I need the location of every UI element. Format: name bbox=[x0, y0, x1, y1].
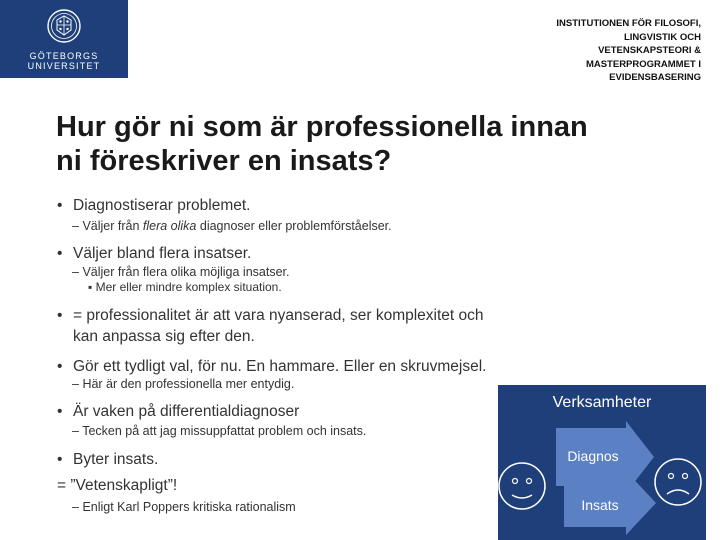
sub-bullet-tecken bbox=[72, 424, 366, 438]
bullet-text: Diagnostiserar problemet. bbox=[73, 197, 251, 214]
crest-icon bbox=[0, 0, 128, 50]
institution-line: INSTITUTIONEN FÖR FILOSOFI, bbox=[556, 18, 701, 29]
bullet-marker: • bbox=[57, 245, 63, 262]
bullet-text: Väljer bland flera insatser. bbox=[73, 245, 252, 262]
bullet-valjer-insatser bbox=[57, 243, 251, 264]
bullet-marker: • bbox=[57, 307, 63, 324]
sub-text-post: diagnoser eller problemförståelser. bbox=[196, 219, 392, 233]
dash-marker: – bbox=[72, 500, 79, 514]
sad-face-icon bbox=[655, 459, 701, 505]
sub-text: Enligt Karl Poppers kritiska rationalism bbox=[82, 500, 296, 514]
verksamheter-diagram bbox=[498, 385, 706, 540]
happy-face-icon bbox=[499, 463, 545, 509]
bullet-text-line-1: = professionalitet är att vara nyanserad, ser komplexitet och bbox=[73, 307, 484, 324]
insats-label: Insats bbox=[581, 497, 619, 513]
slide-title-line-1: Hur gör ni som är professionella innan bbox=[56, 111, 588, 143]
square-marker: ▪ bbox=[88, 280, 93, 294]
sub-bullet-popper bbox=[72, 500, 296, 514]
dash-marker: – bbox=[72, 377, 79, 391]
slide-title bbox=[56, 110, 696, 178]
sub-sub-text: Mer eller mindre komplex situation. bbox=[95, 280, 282, 294]
vetenskapligt-line: = ”Vetenskapligt”! bbox=[57, 477, 178, 494]
dash-marker: – bbox=[72, 424, 79, 438]
sub-text: Väljer från flera olika möjliga insatser. bbox=[82, 265, 290, 279]
bullet-text: Byter insats. bbox=[73, 451, 159, 468]
institution-line: LINGVISTIK OCH bbox=[623, 31, 701, 43]
sub-bullet-entydig bbox=[72, 377, 294, 391]
bullet-marker: • bbox=[57, 197, 63, 214]
sub-bullet-diagnoser bbox=[72, 219, 392, 233]
diagnos-label: Diagnos bbox=[567, 448, 619, 464]
bullet-professionalitet bbox=[57, 305, 484, 347]
sub-text-pre: Väljer från bbox=[82, 219, 143, 233]
university-logo bbox=[0, 0, 128, 78]
bullet-tydligt-val bbox=[57, 356, 487, 377]
institution-header bbox=[501, 17, 701, 85]
institution-line: MASTERPROGRAMMET I bbox=[585, 58, 701, 70]
bullet-byter-insats bbox=[57, 449, 158, 470]
sub-text: Tecken på att jag missuppfattat problem och insats. bbox=[82, 424, 367, 438]
sub-bullet-insatser bbox=[72, 265, 289, 279]
bullet-differentialdiagnoser bbox=[57, 401, 299, 422]
bullet-marker: • bbox=[57, 403, 63, 420]
dash-marker: – bbox=[72, 219, 79, 233]
dash-marker: – bbox=[72, 265, 79, 279]
institution-line: VETENSKAPSTEORI & bbox=[598, 45, 701, 56]
bullet-text: Gör ett tydligt val, för nu. En hammare. Eller en skruvmejsel. bbox=[73, 358, 487, 375]
sub-text: Här är den professionella mer entydig. bbox=[82, 377, 295, 391]
slide-title-line-2: ni föreskriver en insats? bbox=[56, 145, 392, 177]
bullet-marker: • bbox=[57, 358, 63, 375]
sub-sub-bullet-komplex bbox=[88, 280, 282, 294]
bullet-text-line-2: kan anpassa sig efter den. bbox=[73, 328, 255, 345]
logo-line-2: UNIVERSITET bbox=[27, 61, 101, 71]
logo-line-1: GÖTEBORGS bbox=[29, 51, 99, 61]
bullet-text: Är vaken på differentialdiagnoser bbox=[73, 403, 300, 420]
sub-text-italic: flera olika bbox=[142, 219, 197, 233]
bullet-marker: • bbox=[57, 451, 63, 468]
diagram-title: Verksamheter bbox=[552, 394, 652, 411]
institution-line: EVIDENSBASERING bbox=[609, 72, 701, 83]
bullet-diagnostiserar bbox=[57, 195, 250, 216]
